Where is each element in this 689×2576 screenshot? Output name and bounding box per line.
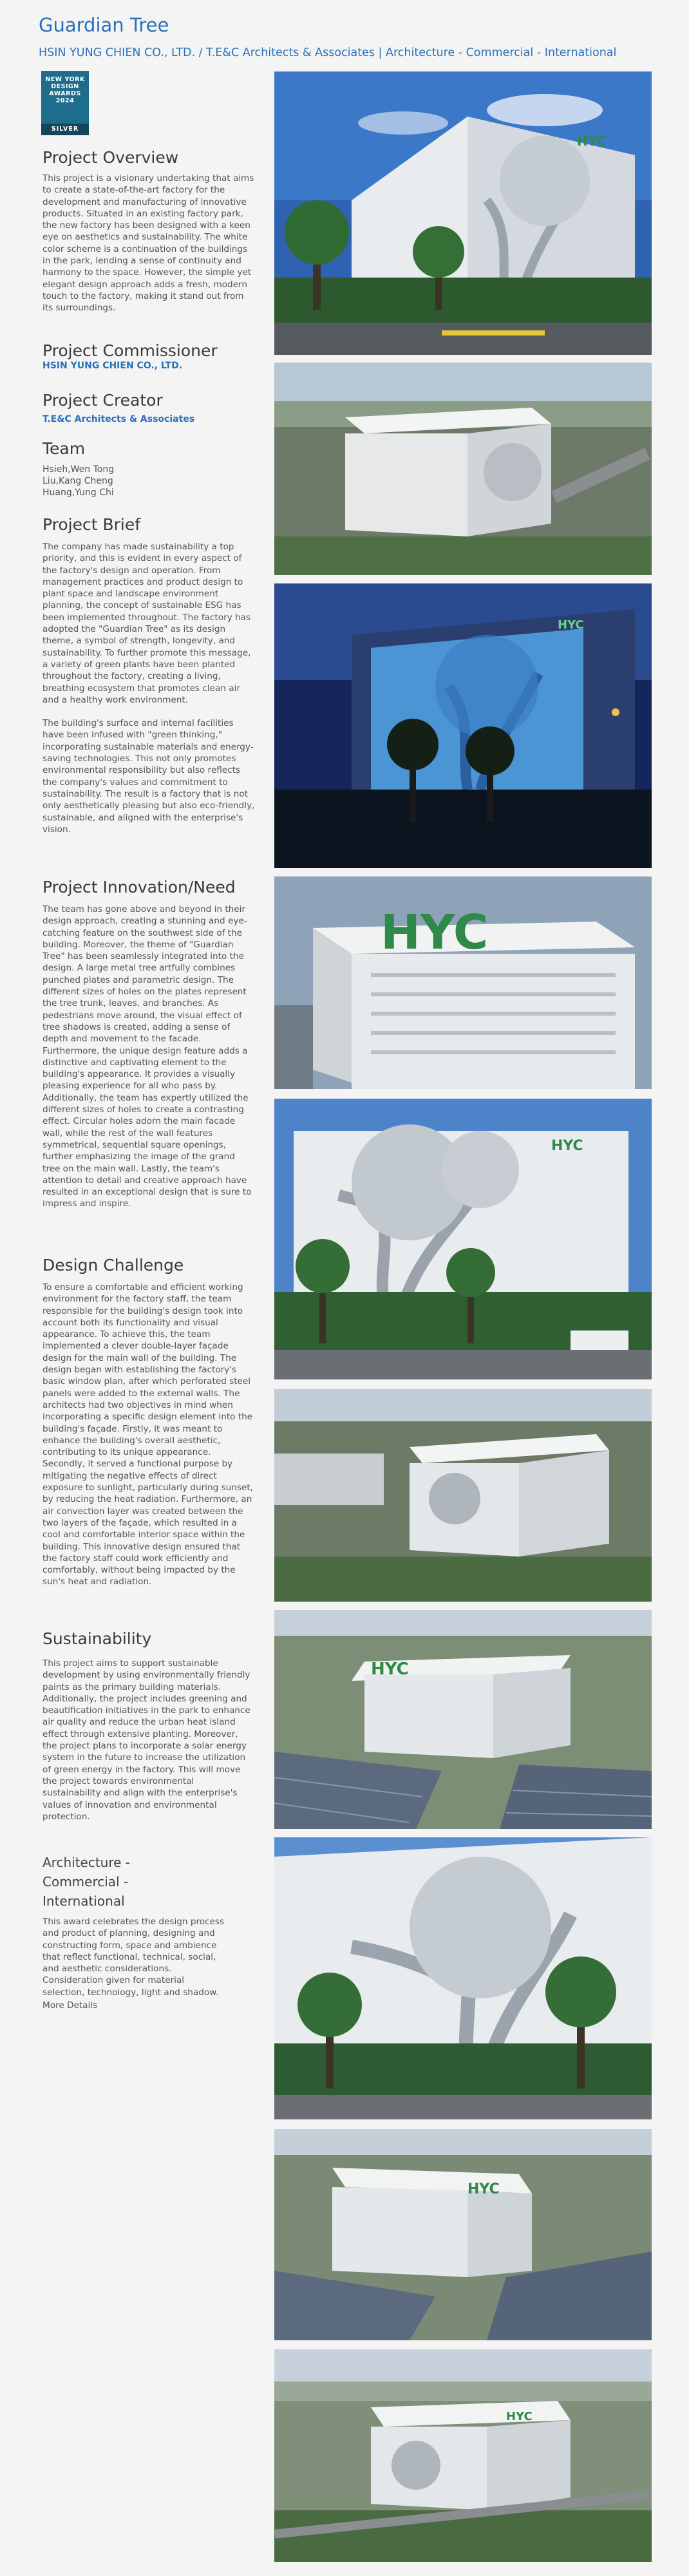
section-brief: [42, 515, 255, 835]
svg-text:HYC: HYC: [551, 1138, 583, 1154]
innovation-text: The team has gone above and beyond in their design approach, creating a stunning and eye-catching feature on the southwest side of the building. Moreover, the theme of "Guardian Tree" has been seamlessly integrated into the design. A large metal tree artfully combines punched plates and parametric design. The different sizes of holes on the plates represent the tree trunk, leaves, and branches. As pedestrians move around, the visual effect of tree shadows is created, adding a sense of depth and movement to the facade. Furthermore, the unique design feature adds a distinctive and captivating element to the building's appearance. It provides a visually pleasing experience for all who pass by. Additionally, the team has expertly utilized the different sizes of holes to create a contrasting effect. Circular holes adorn the main facade wall, while the rest of the wall features symmetrical, sequential square openings, further emphasizing the image of the grand tree on the main wall. Lastly, the team's attention to detail and creative approach have resulted in an exceptional design that is sure to impress and inspire.: [42, 904, 252, 1209]
creator-heading: Project Creator: [42, 391, 163, 410]
team-heading: Team: [42, 439, 86, 458]
svg-text:HYC: HYC: [371, 1660, 409, 1679]
svg-text:HYC: HYC: [467, 2181, 500, 2197]
photo-aerial-rooftop: [274, 2129, 652, 2340]
innovation-heading: Project Innovation/Need: [42, 878, 236, 896]
commissioner-name: HSIN YUNG CHIEN CO., LTD.: [42, 361, 183, 371]
challenge-text: To ensure a comfortable and efficient working environment for the factory staff, the team responsible for the building's design took into account both its functionality and visual appearance. To achieve this, the team implemented a clever double-layer façade design for the main wall of the building. The design began with establishing the factory's basic window plan, after which perforated steel panels were added to the external walls. The architects had two objectives in mind when incorporating a specific design element into the building's façade. Firstly, it was meant to enhance the building's overall aesthetic, contributing to its unique appearance. Secondly, it served a functional purpose by mitigating the negative effects of direct exposure to sunlight, particularly during sunset, by reducing the heat radiation. Furthermore, an air convection layer was created between the two layers of the façade, which resulted in a cool and comfortable interior space within the building. This innovative design ensured that the factory staff could work efficiently and comfortably, without being impacted by the sun's heat and radiation.: [42, 1282, 254, 1587]
overview-text: This project is a visionary undertaking that aims to create a state-of-the-art factory for the development and manufacturing of innovative products. Situated in an existing factory park, the new factory has been designed with a keen eye on aesthetics and sustainability. The white color scheme is a continuation of the buildings in the park, lending a sense of continuity and harmony to the space. However, the simple yet elegant design approach adds a fresh, modern touch to the factory, making it stand out from its surroundings.: [42, 173, 254, 314]
badge-level: SILVER: [41, 124, 89, 135]
brief-text-1: The company has made sustainability a top priority, and this is evident in every aspect of the factory's design and operation. From management practices and product design to plant space and landscape environment planning, the concept of sustainable ESG has been implemented throughout. The factory has adopted the "Guardian Tree" as its design theme, a symbol of strength, longevity, and sustainability. To further promote this message, a variety of green plants have been planted throughout the factory, creating a living, breathing ecosystem that promotes clean air and a healthy work environment.: [42, 542, 251, 705]
svg-text:HYC: HYC: [381, 905, 489, 960]
overview-heading: Project Overview: [42, 148, 179, 167]
page-title: Guardian Tree: [39, 14, 169, 36]
section-creator: [42, 391, 255, 424]
section-challenge: [42, 1256, 255, 1588]
team-member: Hsieh,Wen Tong: [42, 464, 115, 475]
svg-text:HYC: HYC: [506, 2410, 533, 2423]
photo-facade-low-angle: [274, 71, 652, 355]
photo-tree-wall: [274, 1099, 652, 1379]
team-member: Huang,Yung Chi: [42, 488, 114, 498]
badge-line: DESIGN: [51, 83, 79, 90]
creator-name: T.E&C Architects & Associates: [42, 414, 195, 424]
photo-tree-closeup: [274, 1837, 652, 2119]
section-commissioner: [42, 341, 255, 371]
category-text: This award celebrates the design process and product of planning, designing and constructing form, space and ambience that reflect functional, technical, social, and aesthetic considerations. Consideration given for material selection, technology, light and shadow.: [42, 1917, 225, 1998]
page-subtitle: HSIN YUNG CHIEN CO., LTD. / T.E&C Architects & Associates | Architecture - Commercial - International: [39, 46, 617, 59]
badge-line: NEW YORK: [45, 76, 85, 83]
section-sustainability: [42, 1629, 255, 1823]
sustainability-heading: Sustainability: [42, 1629, 152, 1648]
photo-aerial-tree: [274, 1389, 652, 1602]
svg-text:HYC: HYC: [558, 618, 584, 632]
challenge-heading: Design Challenge: [42, 1256, 184, 1274]
commissioner-heading: Project Commissioner: [42, 341, 218, 360]
brief-heading: Project Brief: [42, 515, 141, 534]
badge-line: AWARDS: [49, 90, 81, 97]
badge-line: 2024: [55, 97, 75, 104]
photo-night-facade: [274, 583, 652, 868]
section-overview: [42, 148, 255, 314]
brief-text-2: The building's surface and internal facilities have been infused with "green thinking," incorporating sustainable materials and energy-saving technologies. This not only promotes environmental responsibility but also reflects the company's values and commitment to sustainability. The result is a factory that is not only aesthetically pleasing but also eco-friendly, sustainable, and aligned with the enterprise's vision.: [42, 718, 255, 835]
category-heading: Architecture - Commercial - International: [42, 1855, 131, 1909]
photo-aerial-solar: [274, 1610, 652, 1829]
photo-aerial-wide: [274, 2349, 652, 2562]
section-team: [42, 439, 255, 498]
award-badge: [41, 71, 89, 135]
section-category: [42, 1853, 255, 2011]
team-member: Liu,Kang Cheng: [42, 476, 113, 486]
sustainability-text: This project aims to support sustainable development by using environmentally friendly paints as the primary building materials. Additionally, the project includes greening and beautification initiatives in the park to enhance air quality and reduce the urban heat island effect through extensive planting. Moreover, the project plans to incorporate a solar energy system in the future to increase the utilization of green energy in the factory. This will move the project towards environmental sustainability and align with the enterprise's values of innovation and environmental protection.: [42, 1658, 250, 1822]
photo-aerial-side: [274, 363, 652, 575]
photo-logo-facade: [274, 876, 652, 1089]
section-innovation: [42, 878, 255, 1210]
svg-text:HYC: HYC: [577, 133, 607, 149]
more-details-link[interactable]: More Details: [42, 2000, 98, 2011]
